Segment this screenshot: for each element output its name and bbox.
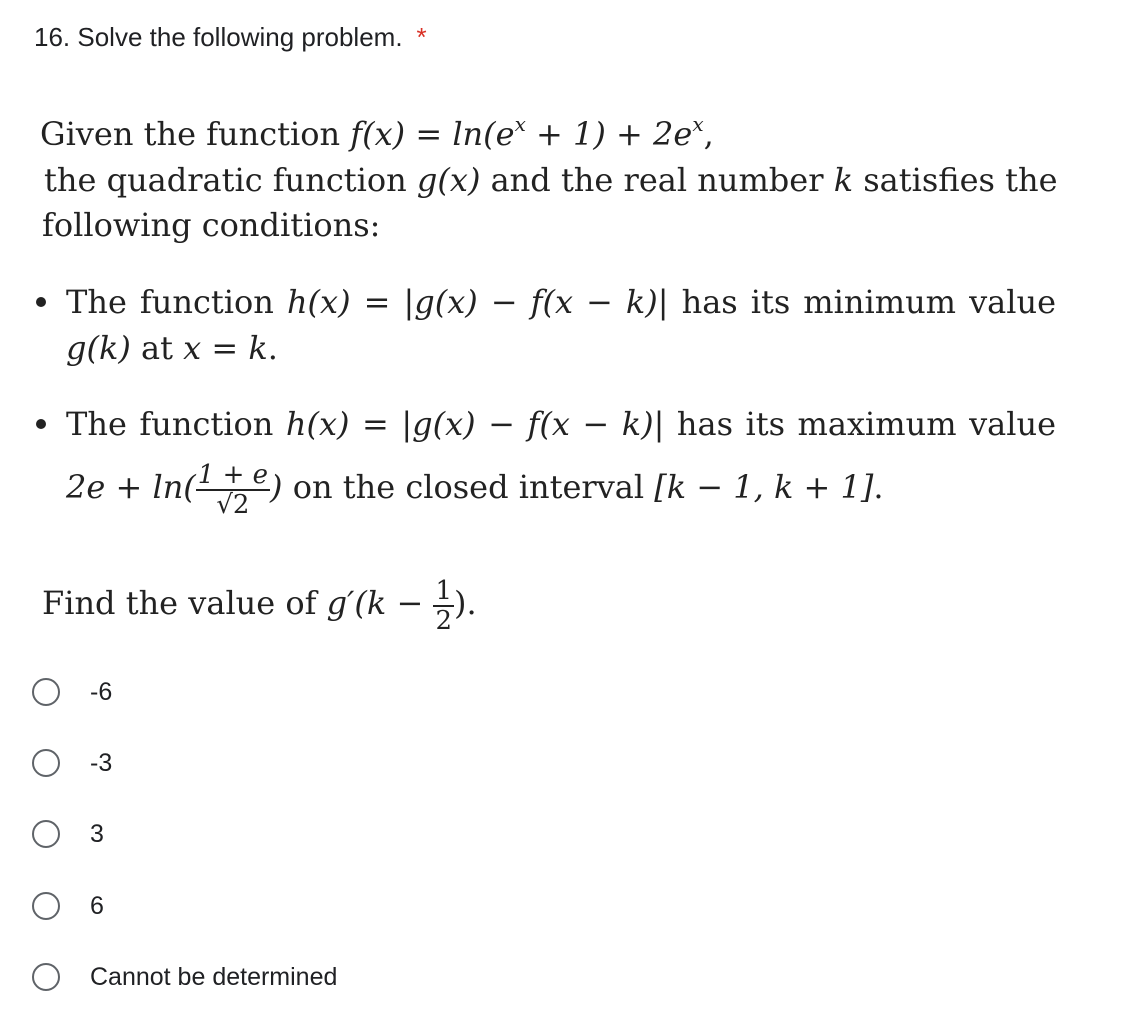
option-label[interactable]: -3 bbox=[90, 748, 113, 777]
max-value-expression: 2e + ln( bbox=[66, 468, 196, 506]
f-definition: f(x) = ln(e bbox=[350, 115, 515, 153]
intro-text: and the real number bbox=[480, 161, 834, 199]
k-symbol: k bbox=[833, 161, 854, 199]
cond-text: at bbox=[130, 329, 184, 367]
radio-button[interactable] bbox=[32, 963, 60, 991]
intro-text: satisfies the bbox=[853, 161, 1058, 199]
intro-text: Given the function bbox=[40, 115, 351, 153]
bullet-2 bbox=[36, 419, 46, 429]
f-definition-cont: + 1) + 2e bbox=[525, 115, 693, 153]
fraction-numerator: 1 + e bbox=[197, 459, 269, 490]
exponent: x bbox=[514, 112, 526, 136]
g-symbol: g(x) bbox=[416, 161, 481, 199]
close-paren: ) bbox=[270, 468, 283, 506]
find-line bbox=[42, 570, 477, 636]
cond-text: has its maximum value bbox=[664, 405, 1057, 443]
fraction-one-half bbox=[433, 577, 454, 635]
period: . bbox=[873, 468, 884, 506]
cond-text: has its minimum value bbox=[668, 283, 1057, 321]
g-of-k: g(k) bbox=[66, 329, 131, 367]
fraction-denominator: 2 bbox=[435, 605, 452, 636]
condition-2-line-2 bbox=[66, 450, 884, 524]
option-minus-3[interactable] bbox=[32, 745, 112, 781]
radio-button[interactable] bbox=[32, 678, 60, 706]
h-definition: h(x) = |g(x) − f(x − k)| bbox=[285, 405, 665, 443]
comma: , bbox=[703, 115, 714, 153]
radio-button[interactable] bbox=[32, 820, 60, 848]
fraction-numerator: 1 bbox=[435, 575, 452, 606]
option-label[interactable]: Cannot be determined bbox=[90, 962, 338, 991]
intro-line-2 bbox=[44, 160, 1056, 200]
option-6[interactable] bbox=[32, 888, 104, 924]
x-equals-k: x = k bbox=[183, 329, 268, 367]
question-title-text: 16. Solve the following problem. bbox=[34, 22, 403, 52]
intro-line-3: following conditions: bbox=[42, 206, 381, 244]
option-label[interactable]: -6 bbox=[90, 677, 113, 706]
h-definition: h(x) = |g(x) − f(x − k)| bbox=[286, 283, 669, 321]
cond-text: on the closed interval bbox=[282, 468, 655, 506]
fraction-denominator: √2 bbox=[216, 489, 250, 520]
close-paren-period: ). bbox=[454, 584, 477, 622]
option-label[interactable]: 6 bbox=[90, 891, 104, 920]
exponent: x bbox=[692, 112, 704, 136]
closed-interval: [k − 1, k + 1] bbox=[654, 468, 874, 506]
cond-text: The function bbox=[66, 405, 286, 443]
fraction-1-plus-e-over-root2 bbox=[196, 461, 270, 519]
radio-button[interactable] bbox=[32, 749, 60, 777]
period: . bbox=[267, 329, 278, 367]
cond-text: The function bbox=[66, 283, 287, 321]
option-label[interactable]: 3 bbox=[90, 819, 104, 848]
option-cannot-be-determined[interactable] bbox=[32, 959, 337, 995]
condition-2-line-1 bbox=[66, 404, 1056, 444]
radio-button[interactable] bbox=[32, 892, 60, 920]
intro-text: the quadratic function bbox=[44, 161, 417, 199]
find-text: Find the value of bbox=[42, 584, 327, 622]
bullet-1 bbox=[36, 297, 46, 307]
g-prime-expression: g′(k − bbox=[326, 584, 434, 622]
condition-1-line-1 bbox=[66, 282, 1056, 322]
required-asterisk: * bbox=[416, 22, 427, 52]
option-3[interactable] bbox=[32, 816, 104, 852]
condition-1-line-2 bbox=[66, 328, 278, 368]
intro-line-1 bbox=[40, 114, 714, 158]
option-minus-6[interactable] bbox=[32, 674, 112, 710]
